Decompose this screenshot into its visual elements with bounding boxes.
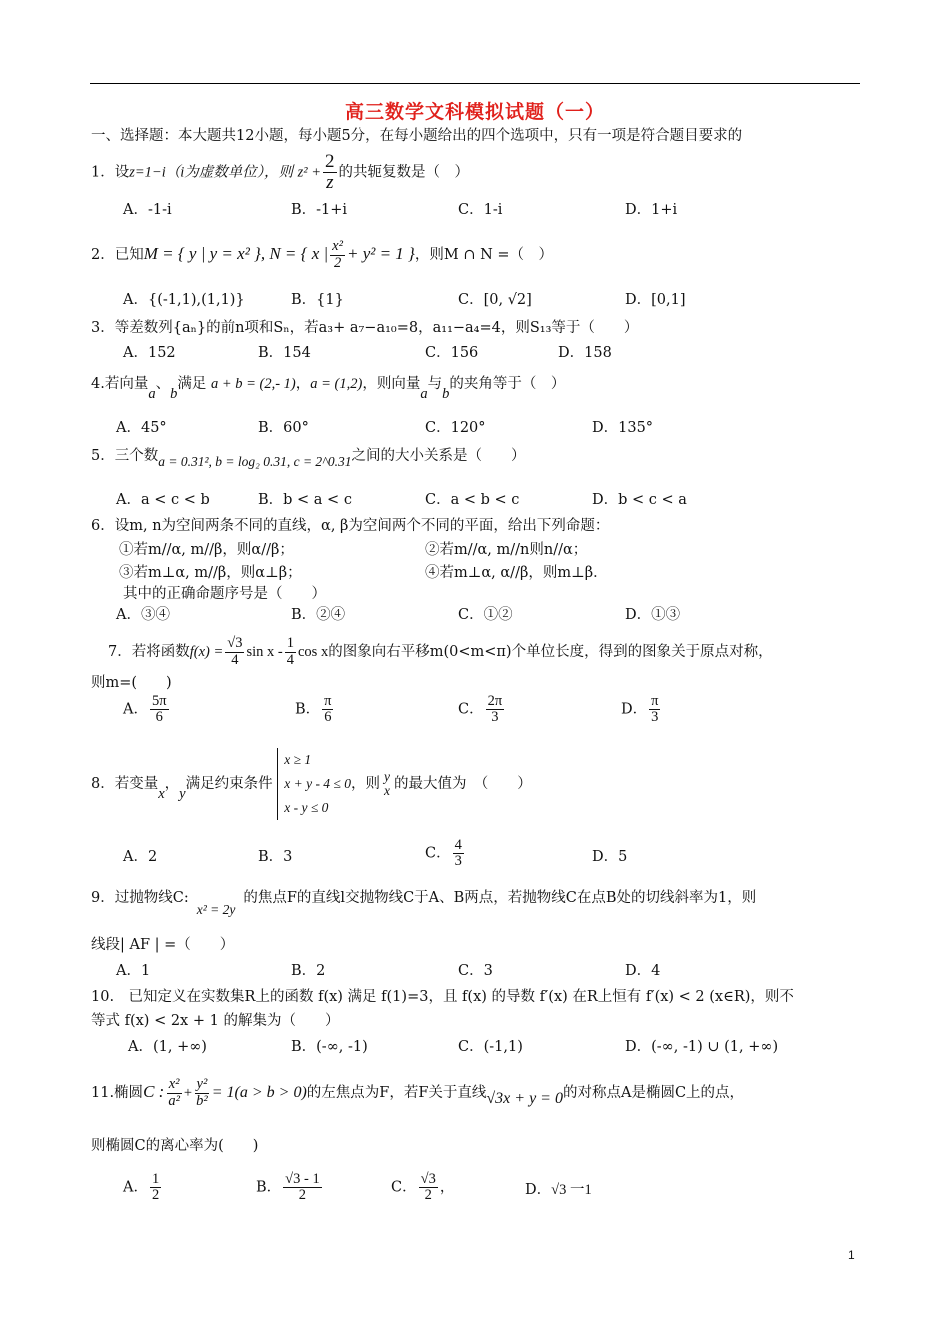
question-9-cont: 线段| AF | =（ ） — [91, 937, 235, 953]
q2-option-a[interactable]: A．{(-1,1),(1,1)} — [123, 292, 245, 308]
q9-option-b[interactable]: B．2 — [291, 963, 326, 979]
q6-ask: 其中的正确命题序号是（ ） — [123, 586, 326, 602]
question-6: 6．设m, n为空间两条不同的直线，α, β为空间两个不同的平面，给出下列命题： — [91, 518, 610, 534]
q2-option-c[interactable]: C．[0, √2] — [458, 292, 532, 308]
q1-option-d[interactable]: D．1+i — [625, 202, 678, 218]
q10-option-b[interactable]: B．(-∞, -1) — [291, 1039, 368, 1055]
q2-option-d[interactable]: D．[0,1] — [625, 292, 686, 308]
q6-proposition-1: ①若m//α, m//β，则α//β； — [119, 542, 294, 558]
header-rule — [90, 83, 860, 84]
q3-option-a[interactable]: A．152 — [123, 345, 176, 361]
q6-option-d[interactable]: D．①③ — [625, 607, 681, 623]
q10-option-d[interactable]: D．(-∞, -1) ∪ (1, +∞) — [625, 1039, 779, 1055]
q8-option-b[interactable]: B．3 — [258, 849, 293, 865]
q6-option-c[interactable]: C．①② — [458, 607, 513, 623]
q11-option-c[interactable]: C． $\frac{√3}{2}$ ， — [391, 1171, 455, 1204]
question-7: 7．若将函数f(x) = $\frac{√3}{4}$ sin x - $\frac{1}{4}$ cos x的图象向右平移m(0<m<π)个单位长度，得到的图象关于原点对称， — [108, 635, 773, 668]
question-2: 2．已知M = { y | y = x² }, N = { x | $\frac{\text{x²}}{2}$ + y² = 1 }，则M ∩ N =（ ） — [91, 238, 554, 271]
q4-option-c[interactable]: C．120° — [425, 420, 486, 436]
question-9: 9．过抛物线C:x² = 2y的焦点F的直线l交抛物线C于A、B两点，若抛物线C在点B处的切线斜率为1，则 — [91, 890, 757, 917]
question-10-cont: 等式 f(x) < 2x + 1 的解集为（ ） — [91, 1013, 340, 1029]
q6-option-a[interactable]: A．③④ — [116, 607, 170, 623]
q7-option-d[interactable]: D． $\frac{\pi}{3}$ — [621, 693, 659, 726]
q9-option-a[interactable]: A．1 — [116, 963, 151, 979]
question-3: 3．等差数列{aₙ}的前n项和Sₙ，若a₃+ a₇−a₁₀=8，a₁₁−a₄=4，则S₁₃等于（ ） — [91, 320, 639, 336]
q4-option-d[interactable]: D．135° — [592, 420, 654, 436]
q5-option-a[interactable]: A．a < c < b — [116, 492, 210, 508]
q6-proposition-4: ④若m⊥α, α//β，则m⊥β． — [425, 565, 608, 581]
q7-option-b[interactable]: B． $\frac{\pi}{6}$ — [295, 693, 332, 726]
q2-option-b[interactable]: B．{1} — [291, 292, 344, 308]
question-11: 11.椭圆C : $\frac{\text{x²}}{\text{a²}}$ + $\frac{\text{y²}}{\text{b²}}$ = 1(a > b > 0)的左焦点为F，若F关于直线√3x + y = 0的对称点A是椭圆C上的点， — [91, 1076, 745, 1109]
question-10: 10. 已知定义在实数集R上的函数 f(x) 满足 f(1)=3，且 f(x) 的导数 f′(x) 在R上恒有 f′(x) < 2 (x∈R)，则不 — [91, 989, 794, 1005]
q4-option-a[interactable]: A．45° — [116, 420, 167, 436]
question-7-cont: 则m=( ) — [91, 675, 172, 691]
q8-option-a[interactable]: A．2 — [123, 849, 158, 865]
question-1: 1．设z=1−i（i为虚数单位），则 z² + $\frac{2}{z}$ 的共轭复数是（ ） — [91, 151, 470, 193]
q1-option-a[interactable]: A．-1-i — [123, 202, 172, 218]
q6-proposition-2: ②若m//α, m//n则n//α； — [425, 542, 588, 558]
question-5: 5．三个数a = 0.31², b = log₂ 0.31, c = 2^0.31之间的大小关系是（ ） — [91, 448, 526, 469]
q10-option-a[interactable]: A．(1, +∞) — [128, 1039, 207, 1055]
q1-option-c[interactable]: C．1-i — [458, 202, 503, 218]
q5-option-d[interactable]: D．b < c < a — [592, 492, 687, 508]
q8-option-d[interactable]: D．5 — [592, 849, 628, 865]
q5-option-c[interactable]: C．a < b < c — [425, 492, 520, 508]
q3-option-b[interactable]: B．154 — [258, 345, 311, 361]
q1-option-b[interactable]: B．-1+i — [291, 202, 348, 218]
page-title: 高三数学文科模拟试题（一） — [344, 101, 605, 123]
q4-option-b[interactable]: B．60° — [258, 420, 309, 436]
q8-option-c[interactable]: C． $\frac{4}{3}$ — [425, 837, 462, 870]
q11-option-b[interactable]: B． $\frac{√3 - 1}{2}$ — [256, 1171, 320, 1204]
q9-option-d[interactable]: D．4 — [625, 963, 661, 979]
q3-option-d[interactable]: D．158 — [558, 345, 612, 361]
q9-option-c[interactable]: C．3 — [458, 963, 493, 979]
q10-option-c[interactable]: C．(-1,1) — [458, 1039, 523, 1055]
q8-constraints: x ≥ 1 x + y - 4 ≤ 0 x - y ≤ 0 — [277, 748, 351, 820]
q6-option-b[interactable]: B．②④ — [291, 607, 346, 623]
question-8: 8．若变量x，y满足约束条件 x ≥ 1 x + y - 4 ≤ 0 x - y ≤ 0 ，则 y x 的最大值为 （ ） — [91, 748, 532, 820]
section-heading: 一、选择题：本大题共12小题，每小题5分，在每小题给出的四个选项中，只有一项是符合题目要求的 — [91, 128, 743, 144]
page-number: 1 — [848, 1248, 855, 1262]
q3-option-c[interactable]: C．156 — [425, 345, 479, 361]
q7-option-a[interactable]: A． $\frac{5\pi}{6}$ — [123, 693, 167, 726]
q7-option-c[interactable]: C． $\frac{2\pi}{3}$ — [458, 693, 503, 726]
question-11-cont: 则椭圆C的离心率为( ) — [91, 1138, 259, 1154]
q11-option-a[interactable]: A． $\frac{1}{2}$ — [123, 1171, 160, 1204]
question-4: 4.若向量a、b满足 a + b = (2,- 1)，a = (1,2)，则向量a与b的夹角等于（ ） — [91, 376, 566, 402]
q6-proposition-3: ③若m⊥α, m//β，则α⊥β； — [119, 565, 302, 581]
q5-option-b[interactable]: B．b < a < c — [258, 492, 352, 508]
q11-option-d[interactable]: D．√3 一1 — [525, 1182, 592, 1198]
